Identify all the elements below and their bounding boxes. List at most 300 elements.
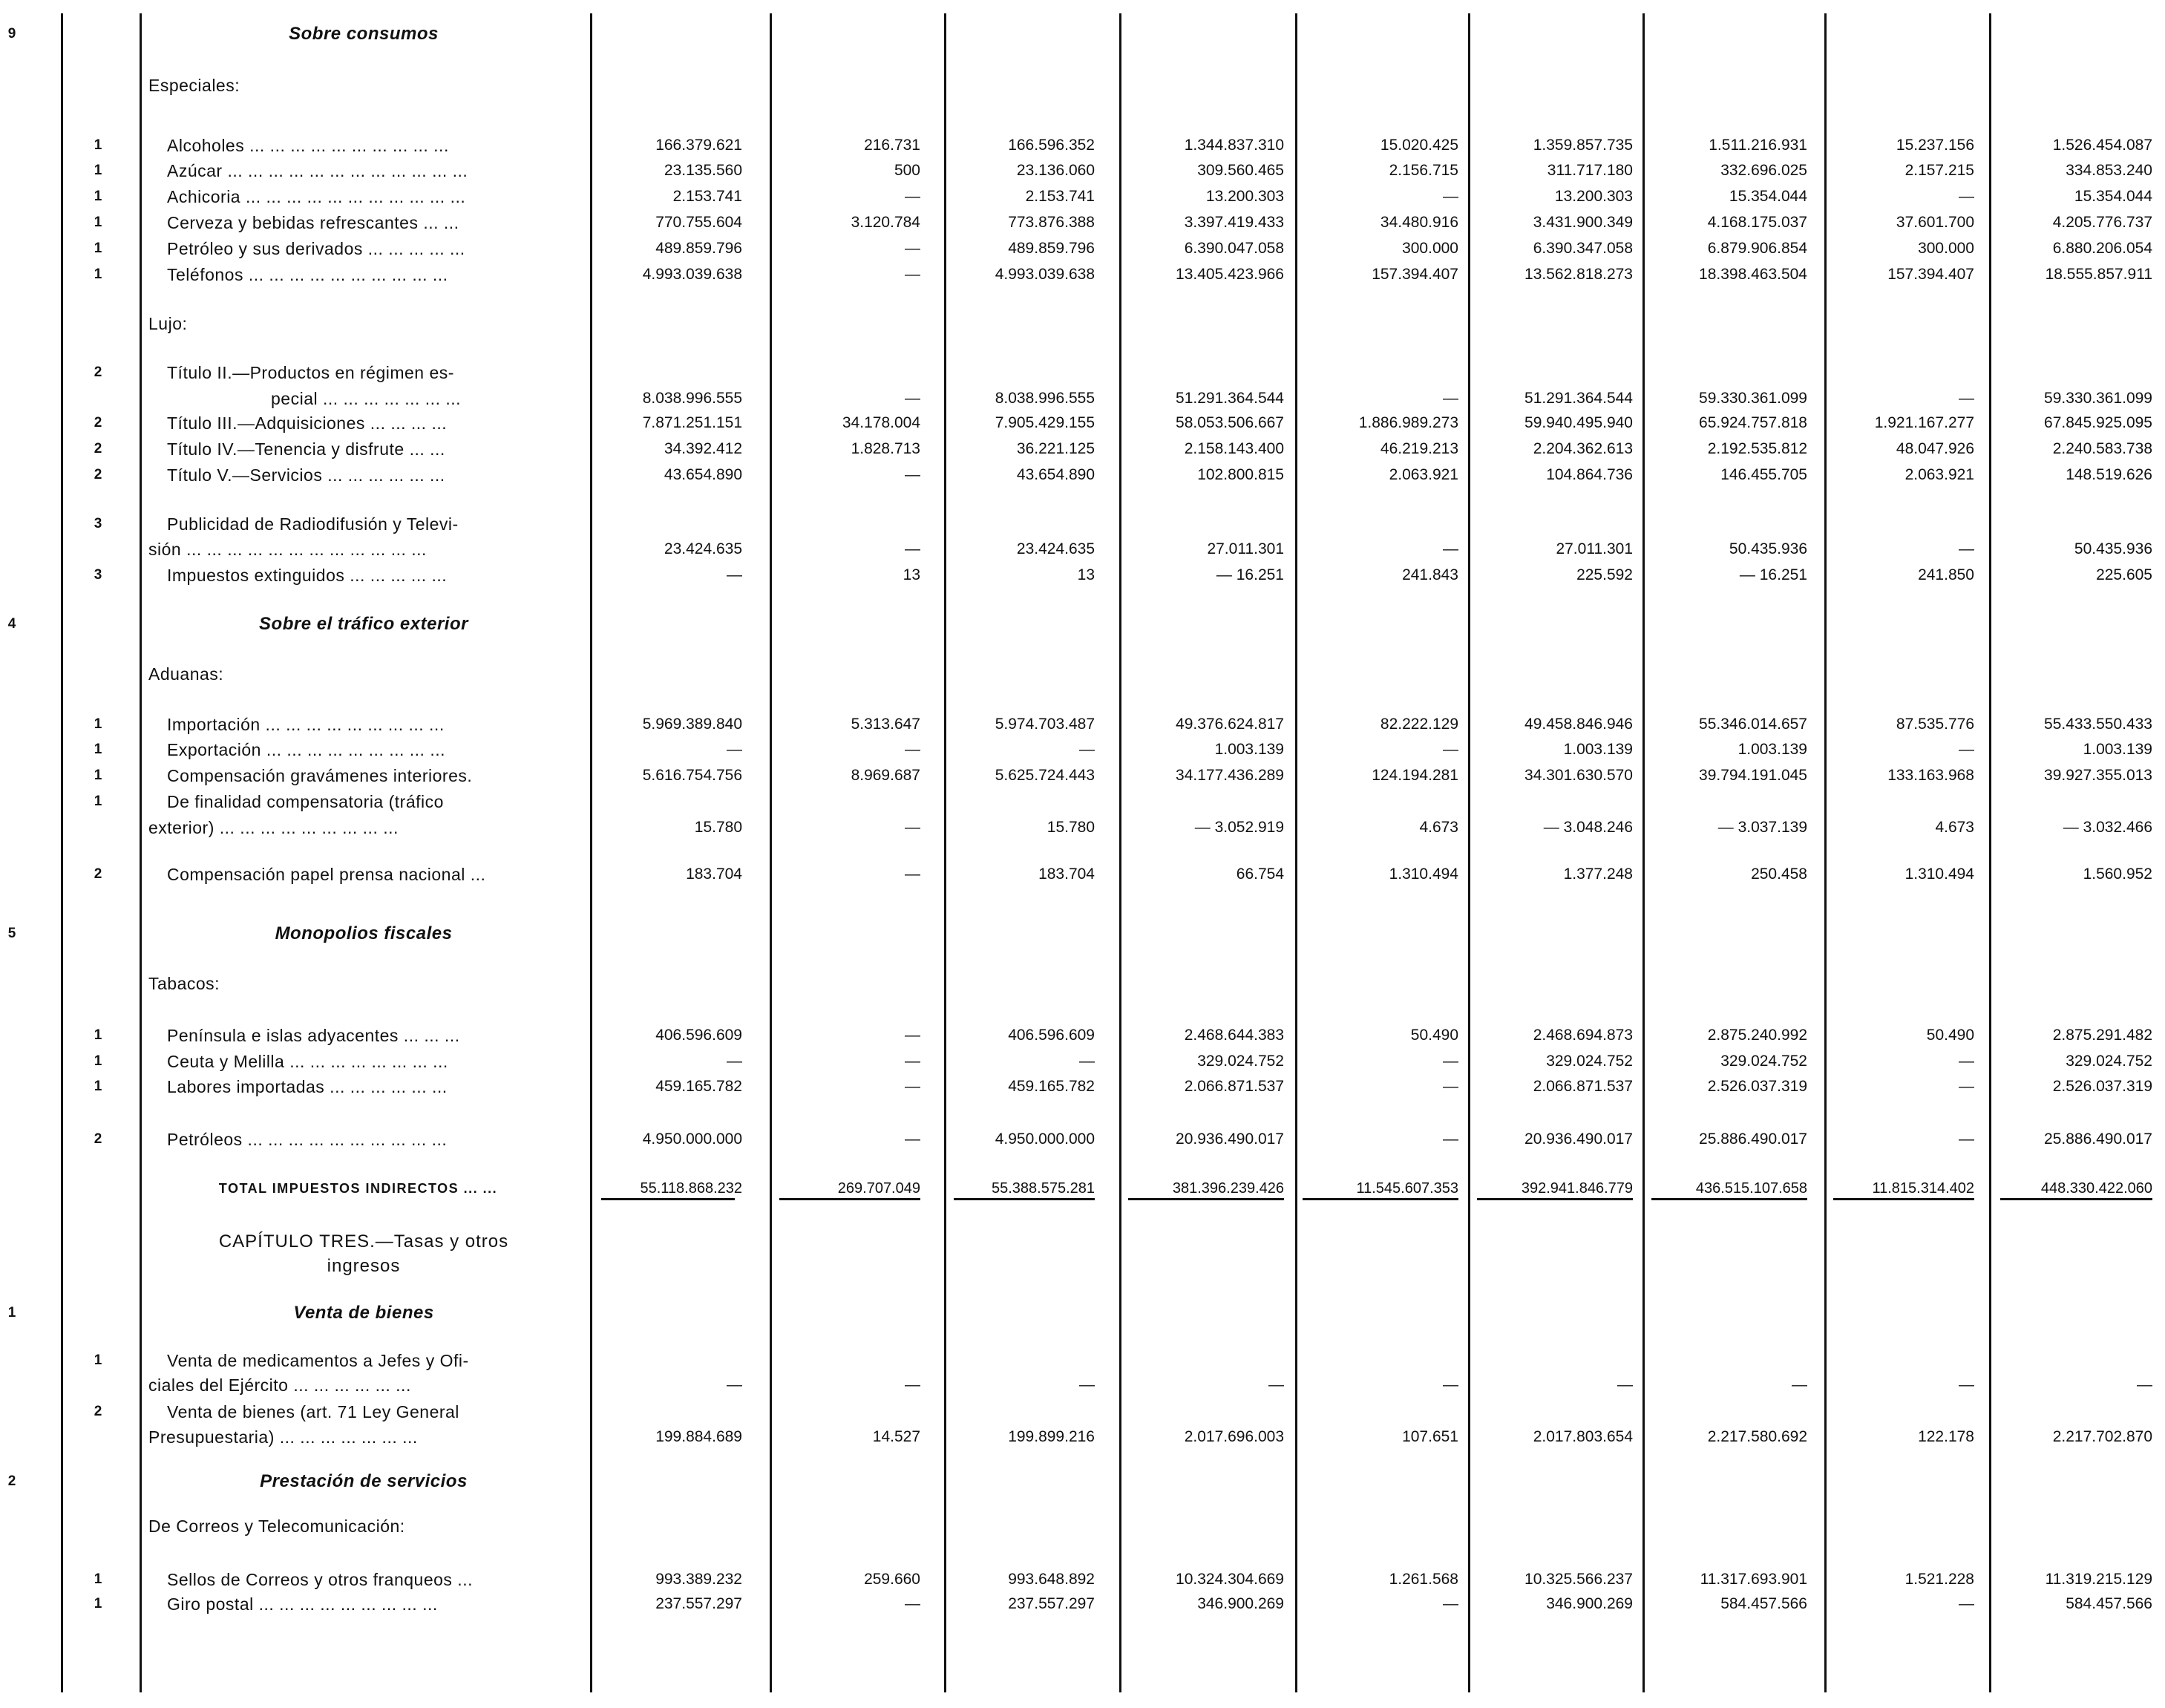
- table-row: [0, 436, 2165, 462]
- chapter-heading: CAPÍTULO TRES.—Tasas y otros: [218, 1231, 509, 1251]
- amount-cell: 489.859.796: [655, 240, 742, 257]
- amount-cell: 4.673: [1419, 819, 1458, 836]
- amount-cell: 15.354.044: [2074, 188, 2152, 205]
- amount-cell: —: [1443, 1078, 1458, 1095]
- amount-cell: 13.200.303: [1205, 188, 1284, 205]
- table-row: [0, 511, 2165, 537]
- row-description: Ceuta y Melilla ... ... ... ... ... ... ... ...: [167, 1052, 448, 1071]
- amount-cell: 107.651: [1402, 1428, 1458, 1445]
- amount-cell: —: [1443, 1376, 1458, 1393]
- amount-cell: 39.794.191.045: [1699, 767, 1807, 784]
- amount-cell: 406.596.609: [1008, 1027, 1095, 1044]
- amount-cell: 55.118.868.232: [640, 1180, 742, 1197]
- table-row: [0, 359, 2165, 386]
- amount-cell: 216.731: [864, 137, 920, 154]
- amount-cell: 2.017.803.654: [1533, 1428, 1633, 1445]
- amount-cell: 15.237.156: [1896, 137, 1974, 154]
- amount-cell: 237.557.297: [1008, 1595, 1095, 1612]
- table-row: [0, 661, 2165, 687]
- amount-cell: 5.616.754.756: [642, 767, 742, 784]
- amount-cell: —: [1959, 540, 1974, 557]
- amount-cell: 15.354.044: [1729, 188, 1807, 205]
- amount-cell: 51.291.364.544: [1176, 390, 1284, 407]
- total-label: TOTAL IMPUESTOS INDIRECTOS ... ...: [218, 1181, 498, 1196]
- amount-cell: 13: [903, 566, 920, 583]
- amount-cell: 25.886.490.017: [1699, 1131, 1807, 1148]
- table-row: [0, 1126, 2165, 1153]
- amount-cell: 13.562.818.273: [1524, 266, 1633, 283]
- amount-cell: 2.240.583.738: [2052, 440, 2152, 457]
- amount-cell: 5.974.703.487: [995, 716, 1095, 733]
- amount-cell: 4.205.776.737: [2052, 214, 2152, 231]
- amount-cell: 773.876.388: [1008, 214, 1095, 231]
- amount-cell: — 3.032.466: [2063, 819, 2152, 836]
- amount-cell: —: [905, 266, 920, 283]
- amount-cell: 2.063.921: [1389, 466, 1458, 483]
- amount-cell: 46.219.213: [1380, 440, 1458, 457]
- amount-cell: 23.424.635: [664, 540, 742, 557]
- amount-cell: 43.654.890: [1016, 466, 1095, 483]
- amount-cell: 146.455.705: [1720, 466, 1807, 483]
- amount-cell: 199.899.216: [1008, 1428, 1095, 1445]
- amount-cell: —: [905, 1078, 920, 1095]
- amount-cell: 334.853.240: [2066, 162, 2152, 179]
- amount-cell: 489.859.796: [1008, 240, 1095, 257]
- table-row: [0, 385, 2165, 412]
- amount-cell: 49.458.846.946: [1524, 716, 1633, 733]
- amount-cell: 7.871.251.151: [642, 414, 742, 431]
- section-heading: Venta de bienes: [293, 1303, 434, 1323]
- row-description: Compensación gravámenes interiores.: [167, 766, 473, 785]
- amount-cell: 4.673: [1935, 819, 1974, 836]
- subconcept-code: 2: [94, 866, 102, 882]
- amount-cell: 122.178: [1918, 1428, 1974, 1445]
- amount-cell: 15.780: [694, 819, 742, 836]
- amount-cell: 50.435.936: [2074, 540, 2152, 557]
- chapter-heading: ingresos: [327, 1256, 401, 1276]
- amount-cell: 993.648.892: [1008, 1571, 1095, 1588]
- amount-cell: 36.221.125: [1016, 440, 1095, 457]
- amount-cell: 500: [894, 162, 920, 179]
- amount-cell: —: [905, 1053, 920, 1070]
- table-row: [0, 1300, 2165, 1326]
- row-description: Impuestos extinguidos ... ... ... ... ...: [167, 566, 448, 585]
- amount-cell: 300.000: [1402, 240, 1458, 257]
- row-description: Sellos de Correos y otros franqueos ...: [167, 1570, 473, 1589]
- amount-cell: 166.596.352: [1008, 137, 1095, 154]
- amount-cell: 66.754: [1236, 866, 1284, 883]
- amount-cell: 4.993.039.638: [995, 266, 1095, 283]
- amount-cell: 34.392.412: [664, 440, 742, 457]
- subconcept-code: 1: [94, 1352, 102, 1368]
- amount-cell: 1.886.989.273: [1358, 414, 1458, 431]
- amount-cell: 2.217.580.692: [1707, 1428, 1807, 1445]
- concept-code: 4: [7, 616, 16, 632]
- amount-cell: 13.405.423.966: [1176, 266, 1284, 283]
- table-row: [0, 1398, 2165, 1425]
- amount-cell: 55.346.014.657: [1699, 716, 1807, 733]
- amount-cell: 2.526.037.319: [2052, 1078, 2152, 1095]
- table-row: [0, 72, 2165, 99]
- row-description: Lujo:: [148, 314, 188, 333]
- amount-cell: —: [1079, 1053, 1095, 1070]
- table-row: [0, 1468, 2165, 1495]
- row-description: Título V.—Servicios ... ... ... ... ... ...: [167, 465, 445, 485]
- table-row: [0, 1175, 2165, 1202]
- row-description: Exportación ... ... ... ... ... ... ... ... ...: [167, 740, 446, 759]
- amount-cell: 346.900.269: [1197, 1595, 1284, 1612]
- amount-cell: 11.545.607.353: [1356, 1180, 1458, 1197]
- amount-cell: 1.377.248: [1563, 866, 1633, 883]
- amount-cell: 4.950.000.000: [995, 1131, 1095, 1148]
- amount-cell: 20.936.490.017: [1176, 1131, 1284, 1148]
- table-row: [0, 762, 2165, 789]
- amount-cell: 34.177.436.289: [1176, 767, 1284, 784]
- amount-cell: —: [2137, 1376, 2152, 1393]
- amount-cell: 1.003.139: [1214, 741, 1284, 758]
- table-row: [0, 261, 2165, 288]
- subconcept-code: 1: [94, 1571, 102, 1587]
- amount-cell: 34.301.630.570: [1524, 767, 1633, 784]
- amount-cell: —: [905, 1027, 920, 1044]
- subconcept-code: 2: [94, 415, 102, 431]
- amount-cell: —: [1959, 1595, 1974, 1612]
- amount-cell: 14.527: [872, 1428, 920, 1445]
- amount-cell: 459.165.782: [655, 1078, 742, 1095]
- amount-cell: 381.396.239.426: [1172, 1180, 1284, 1197]
- amount-cell: 329.024.752: [1720, 1053, 1807, 1070]
- amount-cell: —: [905, 188, 920, 205]
- amount-cell: —: [1959, 1053, 1974, 1070]
- amount-cell: 8.969.687: [851, 767, 920, 784]
- amount-cell: 269.707.049: [837, 1180, 920, 1197]
- amount-cell: 50.435.936: [1729, 540, 1807, 557]
- amount-cell: 5.313.647: [851, 716, 920, 733]
- amount-cell: 133.163.968: [1887, 767, 1974, 784]
- amount-cell: —: [727, 1376, 742, 1393]
- amount-cell: 241.850: [1918, 566, 1974, 583]
- amount-cell: 300.000: [1918, 240, 1974, 257]
- amount-cell: 1.526.454.087: [2052, 137, 2152, 154]
- amount-cell: 5.625.724.443: [995, 767, 1095, 784]
- amount-cell: 183.704: [1038, 866, 1095, 883]
- amount-cell: 166.379.621: [655, 137, 742, 154]
- table-row: [0, 711, 2165, 738]
- amount-cell: 1.003.139: [1563, 741, 1633, 758]
- amount-cell: 10.324.304.669: [1176, 1571, 1284, 1588]
- section-heading: Sobre consumos: [289, 24, 439, 44]
- subconcept-code: 1: [94, 716, 102, 732]
- amount-cell: 102.800.815: [1197, 466, 1284, 483]
- amount-cell: 11.815.314.402: [1872, 1180, 1974, 1197]
- amount-cell: 87.535.776: [1896, 716, 1974, 733]
- amount-cell: —: [1268, 1376, 1284, 1393]
- row-description: Alcoholes ... ... ... ... ... ... ... ... ... ...: [167, 136, 449, 155]
- amount-cell: 1.310.494: [1904, 866, 1974, 883]
- amount-cell: 6.390.047.058: [1184, 240, 1284, 257]
- amount-cell: 6.880.206.054: [2052, 240, 2152, 257]
- amount-cell: 11.317.693.901: [1700, 1571, 1807, 1588]
- amount-cell: 311.717.180: [1547, 162, 1633, 179]
- amount-cell: 23.136.060: [1016, 162, 1095, 179]
- amount-cell: 241.843: [1402, 566, 1458, 583]
- amount-cell: —: [727, 741, 742, 758]
- amount-cell: 2.526.037.319: [1707, 1078, 1807, 1095]
- amount-cell: 225.605: [2096, 566, 2152, 583]
- amount-cell: —: [905, 1376, 920, 1393]
- row-description: ciales del Ejército ... ... ... ... ... ...: [148, 1375, 411, 1395]
- amount-cell: 2.192.535.812: [1707, 440, 1807, 457]
- amount-cell: 3.431.900.349: [1533, 214, 1633, 231]
- amount-cell: 329.024.752: [1546, 1053, 1633, 1070]
- table-row: [0, 736, 2165, 763]
- amount-cell: 25.886.490.017: [2044, 1131, 2152, 1148]
- row-description: Presupuestaria) ... ... ... ... ... ... ...: [148, 1427, 418, 1447]
- amount-cell: —: [1443, 1595, 1458, 1612]
- subconcept-code: 2: [94, 1131, 102, 1147]
- amount-cell: 5.969.389.840: [642, 716, 742, 733]
- amount-cell: 2.017.696.003: [1184, 1428, 1284, 1445]
- subconcept-code: 1: [94, 189, 102, 204]
- table-row: [0, 157, 2165, 184]
- amount-cell: 3.120.784: [851, 214, 920, 231]
- row-description: Labores importadas ... ... ... ... ... ...: [167, 1077, 448, 1096]
- amount-cell: —: [1443, 390, 1458, 407]
- amount-cell: 6.879.906.854: [1707, 240, 1807, 257]
- amount-cell: 993.389.232: [655, 1571, 742, 1588]
- table-row: [0, 920, 2165, 947]
- amount-cell: 59.330.361.099: [2044, 390, 2152, 407]
- row-description: Petróleo y sus derivados ... ... ... ... ...: [167, 239, 465, 258]
- amount-cell: — 3.052.919: [1194, 819, 1284, 836]
- amount-cell: 157.394.407: [1887, 266, 1974, 283]
- amount-cell: 157.394.407: [1372, 266, 1458, 283]
- amount-cell: —: [1959, 741, 1974, 758]
- amount-cell: —: [905, 741, 920, 758]
- amount-cell: —: [905, 819, 920, 836]
- table-row: [0, 1566, 2165, 1593]
- amount-cell: 48.047.926: [1896, 440, 1974, 457]
- amount-cell: 2.066.871.537: [1184, 1078, 1284, 1095]
- amount-cell: 34.480.916: [1380, 214, 1458, 231]
- subconcept-code: 3: [94, 516, 102, 531]
- row-description: Título III.—Adquisiciones ... ... ... ...: [167, 413, 448, 433]
- subconcept-code: 2: [94, 467, 102, 482]
- amount-cell: 2.063.921: [1904, 466, 1974, 483]
- amount-cell: 65.924.757.818: [1699, 414, 1807, 431]
- amount-cell: 124.194.281: [1372, 767, 1458, 784]
- amount-cell: 2.468.644.383: [1184, 1027, 1284, 1044]
- amount-cell: —: [1959, 1131, 1974, 1148]
- amount-cell: 199.884.689: [655, 1428, 742, 1445]
- amount-cell: 1.003.139: [1737, 741, 1807, 758]
- amount-cell: —: [727, 1053, 742, 1070]
- table-row: [0, 1022, 2165, 1049]
- amount-cell: 2.158.143.400: [1184, 440, 1284, 457]
- amount-cell: 329.024.752: [2066, 1053, 2152, 1070]
- amount-cell: —: [1617, 1376, 1633, 1393]
- amount-cell: 39.927.355.013: [2044, 767, 2152, 784]
- row-description: Importación ... ... ... ... ... ... ... ... ...: [167, 715, 445, 734]
- amount-cell: 51.291.364.544: [1524, 390, 1633, 407]
- table-row: [0, 788, 2165, 815]
- amount-cell: 225.592: [1576, 566, 1633, 583]
- amount-cell: 584.457.566: [2066, 1595, 2152, 1612]
- table-row: [0, 209, 2165, 236]
- amount-cell: —: [1959, 1376, 1974, 1393]
- subconcept-code: 2: [94, 364, 102, 380]
- row-description: Cerveza y bebidas refrescantes ... ...: [167, 213, 459, 232]
- amount-cell: 8.038.996.555: [642, 390, 742, 407]
- concept-code: 2: [7, 1473, 16, 1489]
- amount-cell: 4.993.039.638: [642, 266, 742, 283]
- amount-cell: 2.875.291.482: [2052, 1027, 2152, 1044]
- amount-cell: 34.178.004: [842, 414, 920, 431]
- amount-cell: 332.696.025: [1720, 162, 1807, 179]
- amount-cell: 406.596.609: [655, 1027, 742, 1044]
- table-row: [0, 1513, 2165, 1540]
- amount-cell: 1.921.167.277: [1874, 414, 1974, 431]
- subconcept-code: 1: [94, 742, 102, 757]
- amount-cell: 6.390.347.058: [1533, 240, 1633, 257]
- amount-cell: —: [1443, 1131, 1458, 1148]
- table-row: [0, 562, 2165, 589]
- amount-cell: 23.135.560: [664, 162, 742, 179]
- amount-cell: 392.941.846.779: [1521, 1180, 1633, 1197]
- amount-cell: 7.905.429.155: [995, 414, 1095, 431]
- subconcept-code: 2: [94, 441, 102, 457]
- amount-cell: 82.222.129: [1380, 716, 1458, 733]
- row-description: Aduanas:: [148, 664, 224, 684]
- row-description: Compensación papel prensa nacional ...: [167, 865, 486, 884]
- amount-cell: 59.330.361.099: [1699, 390, 1807, 407]
- row-description: Publicidad de Radiodifusión y Televi-: [167, 514, 459, 534]
- table-row: [0, 1048, 2165, 1075]
- amount-cell: — 16.251: [1739, 566, 1807, 583]
- amount-cell: 13.200.303: [1554, 188, 1633, 205]
- amount-cell: 27.011.301: [1556, 540, 1633, 557]
- row-description: Especiales:: [148, 76, 240, 95]
- amount-cell: 4.950.000.000: [642, 1131, 742, 1148]
- amount-cell: 55.433.550.433: [2044, 716, 2152, 733]
- amount-cell: —: [727, 566, 742, 583]
- table-row: [0, 183, 2165, 210]
- subconcept-code: 1: [94, 241, 102, 256]
- amount-cell: —: [1079, 741, 1095, 758]
- amount-cell: 309.560.465: [1197, 162, 1284, 179]
- amount-cell: 259.660: [864, 1571, 920, 1588]
- subconcept-code: 1: [94, 768, 102, 783]
- subconcept-code: 1: [94, 1027, 102, 1043]
- amount-cell: —: [905, 866, 920, 883]
- amount-cell: 1.344.837.310: [1184, 137, 1284, 154]
- amount-cell: 183.704: [686, 866, 742, 883]
- subconcept-code: 1: [94, 215, 102, 230]
- section-heading: Sobre el tráfico exterior: [259, 614, 468, 634]
- amount-cell: 584.457.566: [1720, 1595, 1807, 1612]
- amount-cell: 55.388.575.281: [991, 1180, 1095, 1197]
- amount-cell: 10.325.566.237: [1524, 1571, 1633, 1588]
- amount-cell: 67.845.925.095: [2044, 414, 2152, 431]
- row-description: Venta de bienes (art. 71 Ley General: [167, 1402, 459, 1421]
- amount-cell: 23.424.635: [1016, 540, 1095, 557]
- amount-cell: 8.038.996.555: [995, 390, 1095, 407]
- amount-cell: —: [905, 240, 920, 257]
- table-row: [0, 462, 2165, 488]
- row-description: exterior) ... ... ... ... ... ... ... ... ...: [148, 818, 399, 837]
- table-row: [0, 536, 2165, 563]
- table-row: [0, 611, 2165, 638]
- table-row: [0, 861, 2165, 888]
- amount-cell: 459.165.782: [1008, 1078, 1095, 1095]
- subconcept-code: 1: [94, 163, 102, 178]
- concept-code: 9: [7, 26, 16, 42]
- table-row: [0, 814, 2165, 841]
- subconcept-code: 1: [94, 794, 102, 809]
- row-description: pecial ... ... ... ... ... ... ...: [271, 389, 462, 408]
- amount-cell: 1.261.568: [1389, 1571, 1458, 1588]
- concept-code: 1: [7, 1305, 16, 1321]
- amount-cell: 49.376.624.817: [1176, 716, 1284, 733]
- table-row: [0, 1228, 2165, 1255]
- amount-cell: 58.053.506.667: [1176, 414, 1284, 431]
- amount-cell: — 3.037.139: [1717, 819, 1807, 836]
- amount-cell: 104.864.736: [1546, 466, 1633, 483]
- amount-cell: —: [905, 466, 920, 483]
- amount-cell: 346.900.269: [1546, 1595, 1633, 1612]
- table-row: [0, 410, 2165, 436]
- amount-cell: 2.157.215: [1904, 162, 1974, 179]
- amount-cell: 1.828.713: [851, 440, 920, 457]
- amount-cell: —: [905, 390, 920, 407]
- amount-cell: 50.490: [1926, 1027, 1974, 1044]
- amount-cell: 3.397.419.433: [1184, 214, 1284, 231]
- table-row: [0, 21, 2165, 48]
- subconcept-code: 1: [94, 1053, 102, 1069]
- amount-cell: —: [905, 540, 920, 557]
- amount-cell: 18.555.857.911: [2045, 266, 2152, 283]
- table-row: [0, 1424, 2165, 1450]
- amount-cell: 329.024.752: [1197, 1053, 1284, 1070]
- table-row: [0, 132, 2165, 159]
- amount-cell: 2.153.741: [672, 188, 742, 205]
- subconcept-code: 3: [94, 567, 102, 583]
- amount-cell: 1.003.139: [2083, 741, 2152, 758]
- amount-cell: 37.601.700: [1896, 214, 1974, 231]
- row-description: Título II.—Productos en régimen es-: [167, 363, 454, 382]
- row-description: Península e islas adyacentes ... ... ...: [167, 1026, 460, 1045]
- amount-cell: 2.217.702.870: [2052, 1428, 2152, 1445]
- subconcept-code: 1: [94, 137, 102, 153]
- amount-cell: 148.519.626: [2066, 466, 2152, 483]
- subconcept-code: 1: [94, 1079, 102, 1094]
- amount-cell: 4.168.175.037: [1707, 214, 1807, 231]
- amount-cell: —: [1959, 390, 1974, 407]
- amount-cell: —: [905, 1595, 920, 1612]
- amount-cell: 18.398.463.504: [1699, 266, 1807, 283]
- row-description: Venta de medicamentos a Jefes y Ofi-: [167, 1351, 469, 1370]
- amount-cell: 11.319.215.129: [2045, 1571, 2152, 1588]
- amount-cell: 2.875.240.992: [1707, 1027, 1807, 1044]
- amount-cell: 13: [1077, 566, 1095, 583]
- section-heading: Monopolios fiscales: [275, 923, 453, 943]
- amount-cell: 237.557.297: [655, 1595, 742, 1612]
- table-row: [0, 1591, 2165, 1617]
- amount-cell: 27.011.301: [1207, 540, 1284, 557]
- subconcept-code: 1: [94, 1596, 102, 1612]
- amount-cell: 15.780: [1047, 819, 1095, 836]
- amount-cell: —: [1443, 1053, 1458, 1070]
